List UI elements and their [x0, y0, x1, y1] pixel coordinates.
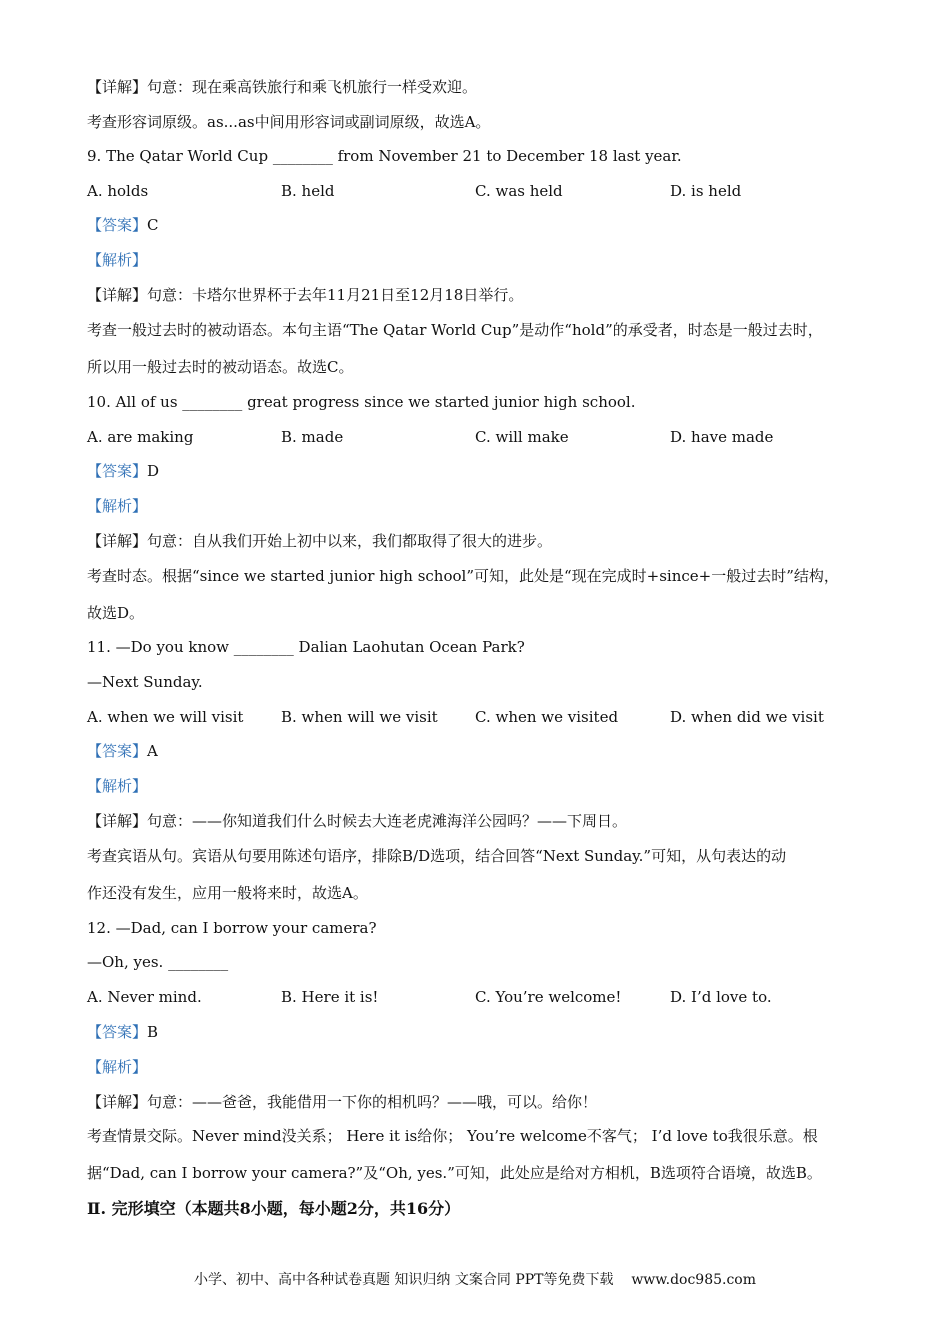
q11-option-d: D. when did we visit — [670, 708, 824, 726]
q11-option-b: B. when will we visit — [281, 708, 438, 726]
q12-answer — [87, 1022, 158, 1042]
answer-label: 【答案】 — [87, 216, 148, 234]
q10-option-b: B. made — [281, 428, 344, 446]
q9-option-a: A. holds — [87, 182, 149, 200]
answer-value: D — [147, 462, 160, 480]
q11-explanation-2: 作还没有发生，应用一般将来时，故选A。 — [87, 884, 368, 902]
q12-option-d: D. I’d love to. — [670, 988, 772, 1006]
question-9: 9. The Qatar World Cup ________ from November 21 to December 18 last year. — [87, 147, 682, 165]
q12-reply: —Oh, yes. ________ — [87, 953, 229, 971]
footer-url[interactable]: www.doc985.com — [631, 1272, 757, 1288]
footer-text: 小学、初中、高中各种试卷真题 知识归纳 文案合同 PPT等免费下载 — [193, 1272, 614, 1288]
q9-analysis-label: 【解析】 — [87, 251, 148, 269]
q9-explanation-2: 所以用一般过去时的被动语态。故选C。 — [87, 358, 354, 376]
q12-option-b: B. Here it is! — [281, 988, 379, 1006]
question-11: 11. —Do you know ________ Dalian Laohutan Ocean Park? — [87, 638, 525, 656]
q10-option-a: A. are making — [87, 428, 194, 446]
q11-reply: —Next Sunday. — [87, 673, 203, 691]
question-12: 12. —Dad, can I borrow your camera? — [87, 919, 377, 937]
answer-label: 【答案】 — [87, 1023, 148, 1041]
q9-option-c: C. was held — [475, 182, 563, 200]
q12-explanation-1: 考查情景交际。Never mind没关系； Here it is给你； You’re welcome不客气； I’d love to我很乐意。根 — [87, 1127, 818, 1145]
q12-option-a: A. Never mind. — [87, 988, 202, 1006]
answer-label: 【答案】 — [87, 742, 148, 760]
q11-answer — [87, 741, 158, 761]
detail-line: 【详解】句意：现在乘高铁旅行和乘飞机旅行一样受欢迎。 — [87, 78, 478, 96]
q11-detail: 【详解】句意：——你知道我们什么时候去大连老虎滩海洋公园吗？——下周日。 — [87, 812, 628, 830]
question-10: 10. All of us ________ great progress since we started junior high school. — [87, 393, 636, 411]
q11-option-c: C. when we visited — [475, 708, 619, 726]
q12-option-c: C. You’re welcome! — [475, 988, 622, 1006]
q9-detail: 【详解】句意：卡塔尔世界杯于去年11月21日至12月18日举行。 — [87, 286, 524, 304]
q10-detail: 【详解】句意：自从我们开始上初中以来，我们都取得了很大的进步。 — [87, 532, 553, 550]
section-title: Ⅱ. 完形填空（本题共8小题，每小题2分，共16分） — [87, 1199, 461, 1218]
answer-value: B — [147, 1023, 159, 1041]
q9-answer — [87, 215, 159, 235]
q10-explanation-1: 考查时态。根据“since we started junior high school”可知，此处是“现在完成时+since+一般过去时”结构， — [87, 567, 839, 585]
answer-value: C — [147, 216, 159, 234]
q9-option-b: B. held — [281, 182, 335, 200]
q9-explanation-1: 考查一般过去时的被动语态。本句主语“The Qatar World Cup”是动作“hold”的承受者，时态是一般过去时， — [87, 321, 823, 339]
answer-label: 【答案】 — [87, 462, 148, 480]
q12-explanation-2: 据“Dad, can I borrow your camera?”及“Oh, yes.”可知，此处应是给对方相机，B选项符合语境，故选B。 — [87, 1164, 822, 1182]
q9-option-d: D. is held — [670, 182, 742, 200]
q10-explanation-2: 故选D。 — [87, 604, 145, 622]
explanation-line: 考查形容词原级。as...as中间用形容词或副词原级，故选A。 — [87, 113, 491, 131]
q11-explanation-1: 考查宾语从句。宾语从句要用陈述句语序，排除B/D选项，结合回答“Next Sunday.”可知，从句表达的动 — [87, 847, 787, 865]
q12-detail: 【详解】句意：——爸爸，我能借用一下你的相机吗？——哦，可以。给你！ — [87, 1093, 598, 1111]
q10-analysis-label: 【解析】 — [87, 497, 148, 515]
q11-option-a: A. when we will visit — [87, 708, 244, 726]
q10-option-c: C. will make — [475, 428, 569, 446]
q10-option-d: D. have made — [670, 428, 774, 446]
answer-value: A — [147, 742, 158, 760]
q12-analysis-label: 【解析】 — [87, 1058, 148, 1076]
page-footer — [0, 1270, 950, 1290]
q10-answer — [87, 461, 159, 481]
q11-analysis-label: 【解析】 — [87, 777, 148, 795]
